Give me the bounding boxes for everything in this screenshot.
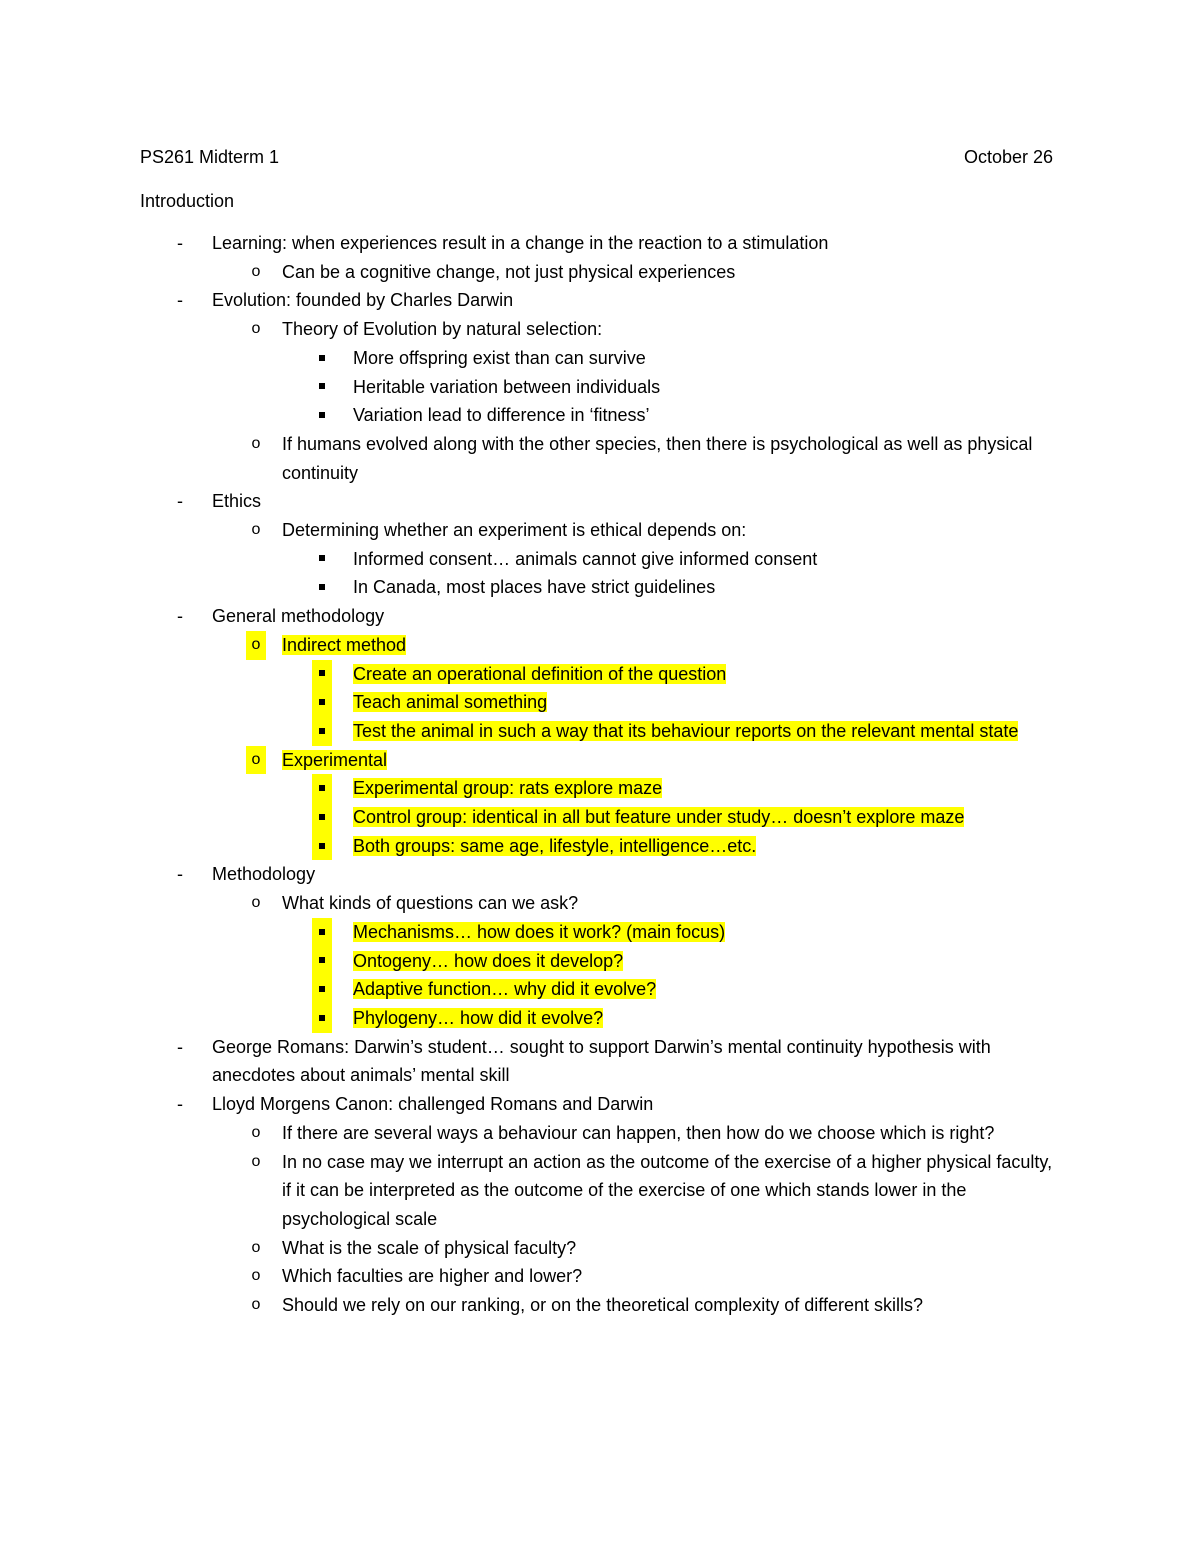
- circle-bullet: o: [251, 262, 261, 280]
- square-bullet-icon: [312, 975, 332, 1004]
- highlighted-text: Adaptive function… why did it evolve?: [353, 979, 657, 1000]
- circle-bullet: o: [251, 1296, 261, 1314]
- circle-bullet: o: [246, 746, 266, 775]
- circle-bullet: o: [251, 1267, 261, 1285]
- document-date: October 26: [963, 147, 1053, 167]
- list-item-text: Should we rely on our ranking, or on the theoretical complexity of different skills?: [282, 1295, 924, 1316]
- list-item-text: Variation lead to difference in ‘fitness’: [353, 405, 650, 426]
- list-item-text: If there are several ways a behaviour can happen, then how do we choose which is right?: [282, 1122, 995, 1143]
- dash-bullet: -: [177, 233, 183, 253]
- list-item: [0, 315, 1200, 344]
- highlighted-text: Mechanisms… how does it work? (main focus): [353, 921, 726, 942]
- list-item: [0, 774, 1200, 803]
- highlighted-text: Both groups: same age, lifestyle, intelligence…etc.: [353, 835, 757, 856]
- list-item: [0, 947, 1200, 976]
- list-item: [0, 889, 1200, 918]
- list-item: [0, 832, 1200, 861]
- highlighted-text: Teach animal something: [353, 692, 548, 713]
- square-bullet-icon: [312, 717, 332, 746]
- list-item: [0, 430, 1200, 487]
- list-item: [0, 573, 1200, 602]
- highlighted-text: Test the animal in such a way that its behaviour reports on the relevant mental state: [353, 720, 1019, 741]
- dash-bullet: -: [177, 606, 183, 627]
- list-item-text: Heritable variation between individuals: [353, 376, 661, 397]
- list-item: [0, 631, 1200, 660]
- circle-bullet: o: [251, 1238, 261, 1256]
- square-bullet-icon: [312, 803, 332, 832]
- highlighted-text: Experimental: [282, 749, 388, 770]
- document-title: PS261 Midterm 1: [140, 147, 280, 167]
- list-item: [0, 373, 1200, 402]
- circle-bullet: o: [251, 1152, 261, 1170]
- list-item-text: Informed consent… animals cannot give informed consent: [353, 548, 818, 569]
- list-item: [0, 660, 1200, 689]
- highlighted-text: Control group: identical in all but feature under study… doesn’t explore maze: [353, 807, 965, 828]
- circle-bullet: o: [251, 1123, 261, 1141]
- square-bullet-icon: [312, 344, 332, 373]
- dash-bullet: -: [177, 1036, 183, 1057]
- list-item: [0, 516, 1200, 545]
- list-item: [0, 860, 1200, 889]
- list-item-text: In no case may we interrupt an action as the outcome of the exercise of a higher physical faculty, if it can be interpreted as the outcome of the exercise of one which stands lower in the psychological scale: [282, 1151, 1053, 1229]
- list-item-text: What is the scale of physical faculty?: [282, 1237, 577, 1258]
- square-bullet-icon: [312, 401, 332, 430]
- list-item: [0, 746, 1200, 775]
- list-item: [0, 918, 1200, 947]
- list-item: [0, 258, 1200, 287]
- list-item-text: Methodology: [212, 864, 316, 885]
- list-item: [0, 688, 1200, 717]
- circle-bullet: o: [251, 521, 261, 539]
- square-bullet-icon: [312, 373, 332, 402]
- list-item-text: Evolution: founded by Charles Darwin: [212, 290, 514, 311]
- dash-bullet: -: [177, 864, 183, 885]
- list-item: [0, 344, 1200, 373]
- list-item-text: Which faculties are higher and lower?: [282, 1266, 583, 1287]
- square-bullet-icon: [312, 832, 332, 861]
- list-item: [0, 401, 1200, 430]
- list-item: [0, 1033, 1200, 1090]
- list-item-text: If humans evolved along with the other species, then there is psychological as well as physical continuity: [282, 433, 1033, 483]
- list-item: [0, 602, 1200, 631]
- highlighted-text: Ontogeny… how does it develop?: [353, 950, 624, 971]
- highlighted-text: Indirect method: [282, 634, 407, 655]
- notes-outline: [0, 229, 1200, 1320]
- highlighted-text: Create an operational definition of the question: [353, 663, 727, 684]
- square-bullet-icon: [312, 660, 332, 689]
- list-item: [0, 286, 1200, 315]
- list-item-text: Theory of Evolution by natural selection:: [282, 319, 603, 340]
- square-bullet-icon: [312, 1004, 332, 1033]
- document-header: [140, 143, 1053, 171]
- list-item: [0, 1148, 1200, 1234]
- square-bullet-icon: [312, 688, 332, 717]
- list-item-text: George Romans: Darwin’s student… sought to support Darwin’s mental continuity hypothesis with anecdotes about animals’ mental skill: [212, 1036, 991, 1086]
- square-bullet-icon: [312, 774, 332, 803]
- circle-bullet: o: [251, 894, 261, 912]
- list-item-text: More offspring exist than can survive: [353, 347, 646, 368]
- list-item-text: Lloyd Morgens Canon: challenged Romans and Darwin: [212, 1094, 654, 1115]
- list-item: [0, 487, 1200, 516]
- list-item-text: Learning: when experiences result in a change in the reaction to a stimulation: [212, 233, 829, 253]
- highlighted-text: Experimental group: rats explore maze: [353, 778, 663, 799]
- list-item-text: General methodology: [212, 606, 385, 627]
- list-item: [0, 545, 1200, 574]
- list-item: [0, 1262, 1200, 1291]
- circle-bullet: o: [251, 434, 261, 452]
- circle-bullet: o: [251, 320, 261, 338]
- circle-bullet: o: [246, 631, 266, 660]
- list-item: [0, 229, 1200, 258]
- dash-bullet: -: [177, 1094, 183, 1115]
- square-bullet-icon: [312, 947, 332, 976]
- list-item: [0, 803, 1200, 832]
- section-heading: Introduction: [140, 191, 235, 211]
- list-item-text: Determining whether an experiment is ethical depends on:: [282, 520, 747, 541]
- list-item: [0, 1090, 1200, 1119]
- list-item: [0, 975, 1200, 1004]
- list-item-text: Can be a cognitive change, not just physical experiences: [282, 261, 736, 282]
- list-item: [0, 1234, 1200, 1263]
- list-item: [0, 1119, 1200, 1148]
- square-bullet-icon: [312, 545, 332, 574]
- list-item: [0, 717, 1200, 746]
- list-item-text: What kinds of questions can we ask?: [282, 893, 579, 914]
- square-bullet-icon: [312, 918, 332, 947]
- square-bullet-icon: [312, 573, 332, 602]
- list-item: [0, 1291, 1200, 1320]
- dash-bullet: -: [177, 491, 183, 512]
- list-item-text: Ethics: [212, 491, 262, 512]
- list-item: [0, 1004, 1200, 1033]
- dash-bullet: -: [177, 290, 183, 311]
- list-item-text: In Canada, most places have strict guidelines: [353, 577, 716, 598]
- highlighted-text: Phylogeny… how did it evolve?: [353, 1007, 604, 1028]
